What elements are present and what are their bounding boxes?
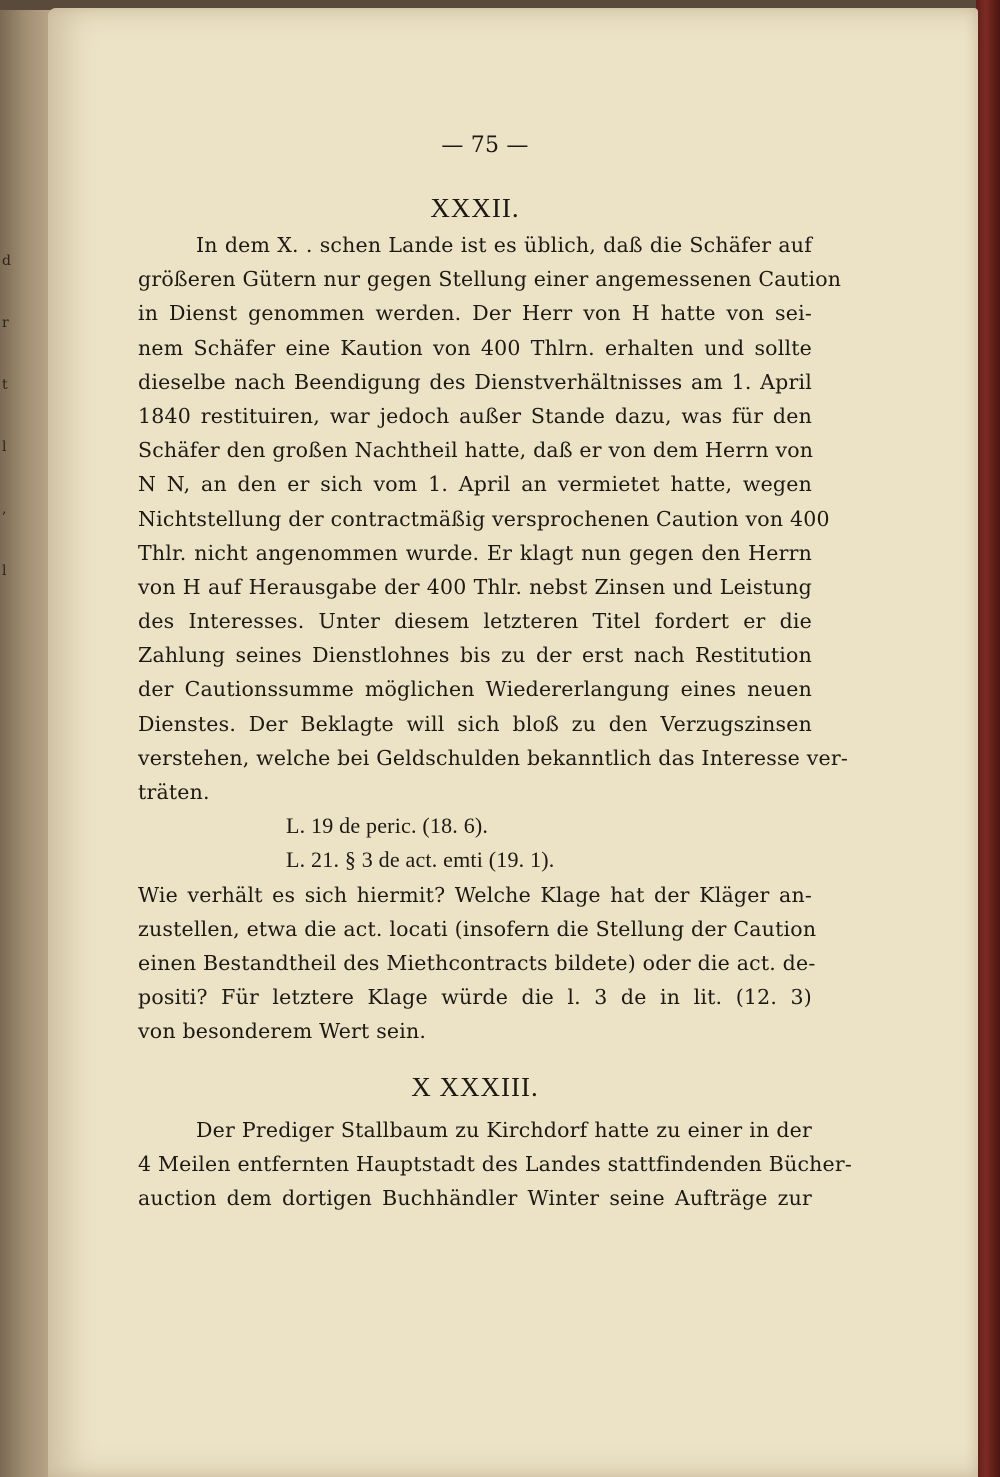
- text-line: der Cautionssumme möglichen Wiedererlangung eines neuen: [138, 677, 812, 702]
- margin-mark: ,: [2, 501, 7, 517]
- text-line: Wie verhält es sich hiermit? Welche Klage hat der Kläger an-: [138, 882, 812, 907]
- margin-mark: r: [2, 315, 9, 331]
- page-content: [138, 120, 853, 1215]
- text-line: träten.: [138, 780, 210, 804]
- text-line: von H auf Herausgabe der 400 Thlr. nebst Zinsen und Leistung: [138, 574, 812, 599]
- text-line: Der Prediger Stallbaum zu Kirchdorf hatte zu einer in der: [196, 1117, 812, 1142]
- text-line: zustellen, etwa die act. locati (insofern die Stellung der Caution: [138, 916, 817, 941]
- page-edge: [976, 0, 1000, 1477]
- text-line: in Dienst genommen werden. Der Herr von H hatte von sei-: [138, 301, 812, 326]
- text-line: verstehen, welche bei Geldschulden bekanntlich das Interesse ver-: [138, 745, 848, 770]
- section-heading: XXXII.: [430, 193, 520, 223]
- text-line: 1840 restituiren, war jedoch außer Stande dazu, was für den: [138, 403, 812, 428]
- citation: L. 19 de peric. (18. 6).: [286, 813, 489, 839]
- text-line: Nichtstellung der contractmäßig versprochenen Caution von 400: [138, 506, 830, 531]
- text-line: des Interesses. Unter diesem letzteren Titel fordert er die: [138, 609, 812, 634]
- margin-mark: l: [2, 439, 7, 455]
- text-line: Dienstes. Der Beklagte will sich bloß zu den Verzugszinsen: [138, 711, 812, 736]
- text-line: positi? Für letztere Klage würde die l. 3 de in lit. (12. 3): [138, 985, 812, 1010]
- text-line: größeren Gütern nur gegen Stellung einer angemessenen Caution: [138, 267, 842, 292]
- text-line: Schäfer den großen Nachtheil hatte, daß er von dem Herrn von: [138, 438, 814, 463]
- text-line: In dem X. . schen Lande ist es üblich, daß die Schäfer auf: [196, 233, 812, 257]
- text-line: einen Bestandtheil des Miethcontracts bildete) oder die act. de-: [138, 950, 816, 975]
- text-line: von besonderem Wert sein.: [138, 1019, 427, 1044]
- text-line: dieselbe nach Beendigung des Dienstverhältnisses am 1. April: [138, 369, 812, 394]
- section-text: [138, 1113, 853, 1216]
- section-text: [138, 228, 848, 809]
- question-text: [138, 878, 817, 1049]
- margin-mark: d: [2, 253, 11, 269]
- margin-marks: [2, 230, 16, 602]
- margin-mark: t: [2, 377, 8, 393]
- text-line: Thlr. nicht angenommen wurde. Er klagt nun gegen den Herrn: [138, 540, 812, 565]
- text-line: Zahlung seines Dienstlohnes bis zu der erst nach Restitution: [138, 643, 812, 668]
- citation: L. 21. § 3 de act. emti (19. 1).: [286, 847, 555, 873]
- text-line: nem Schäfer eine Kaution von 400 Thlrn. erhalten und sollte: [138, 335, 812, 360]
- margin-mark: l: [2, 563, 7, 579]
- section-heading: X XXXIII.: [411, 1071, 539, 1102]
- text-line: 4 Meilen entfernten Hauptstadt des Landes stattfindenden Bücher-: [138, 1151, 853, 1176]
- citations: [138, 809, 812, 877]
- text-line: N N, an den er sich vom 1. April an vermietet hatte, wegen: [138, 472, 812, 497]
- page-number: — 75 —: [441, 133, 529, 158]
- text-line: auction dem dortigen Buchhändler Winter seine Aufträge zur: [138, 1185, 812, 1210]
